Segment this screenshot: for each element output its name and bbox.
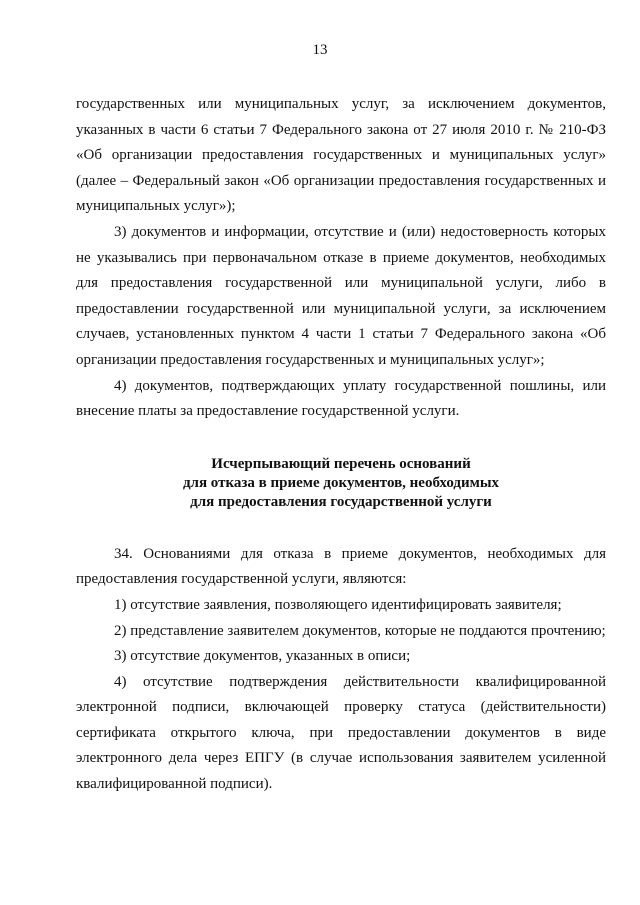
section-heading [76,455,606,512]
page-number: 13 [312,42,328,58]
paragraph-item-4: 4) документов, подтверждающих уплату государственной пошлины, или внесение платы за предоставление государственной услуги. [76,377,606,420]
document-body [76,92,606,798]
section-heading-line-1: Исчерпывающий перечень оснований [211,455,471,472]
paragraph-continuation: государственных или муниципальных услуг, за исключением документов, указанных в части 6 статьи 7 Федерального закона от 27 июля 2010 г. № 210-ФЗ «Об организации предоставления государственных и муниципальных услуг» (далее – Федеральный закон «Об организации предоставления государственных и муниципальных услуг»); [76,96,606,215]
paragraph-34: 34. Основаниями для отказа в приеме документов, необходимых для предоставления государственной услуги, являются: [76,545,606,588]
list-item-3: 3) отсутствие документов, указанных в описи; [114,648,411,665]
list-item-4: 4) отсутствие подтверждения действительности квалифицированной электронной подписи, включающей проверку статуса (действительности) сертификата открытого ключа, при предоставлении документов в виде электронного дела через ЕПГУ (в случае использования заявителем усиленной квалифицированной подписи). [76,673,606,793]
list-item-1: 1) отсутствие заявления, позволяющего идентифицировать заявителя; [114,596,562,613]
section-heading-line-2: для отказа в приеме документов, необходимых [182,474,500,491]
section-heading-line-3: для предоставления государственной услуги [190,493,492,510]
list-item-2: 2) представление заявителем документов, которые не поддаются прочтению; [114,622,606,639]
paragraph-item-3: 3) документов и информации, отсутствие и (или) недостоверность которых не указывались при первоначальном отказе в приеме документов, необходимых для предоставления государственной или муниципальной услуги, либо в предоставлении государственной или муниципальной услуги, за исключением случаев, установленных пунктом 4 части 1 статьи 7 Федерального закона «Об организации предоставления государственных и муниципальных услуг»; [76,223,606,368]
